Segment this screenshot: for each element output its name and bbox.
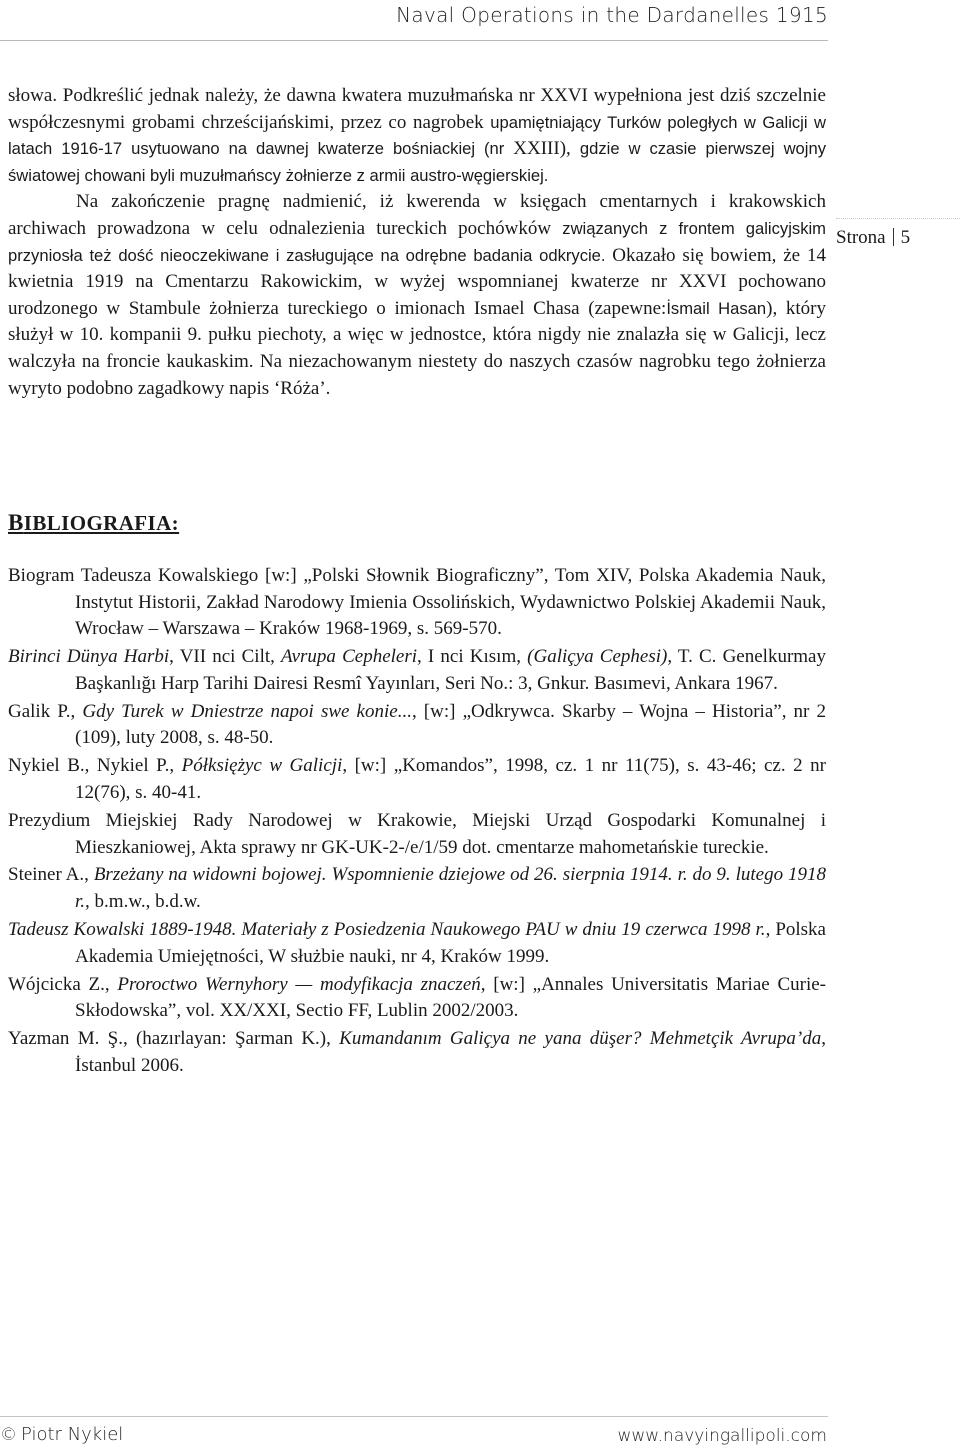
bibliography-title: Avrupa Cepheleri <box>281 646 418 668</box>
bibliography-title: Birinci Dünya Harbi <box>8 646 170 668</box>
bibliography-entry <box>8 563 826 643</box>
text-run: związanych z frontem galicyjskim przyniosła też dość nieoczekiwane i zasługujące na odrębne badania odkrycie. <box>8 218 826 265</box>
text-run: gdzie w czasie pierwszej wojny światowej chowani byli muzułmańscy żołnierze z armii austro-węgierskiej. <box>8 139 826 185</box>
bibliography-text: , VII nci Cilt, <box>169 646 282 668</box>
bibliography-text: , b.m.w., b.d.w. <box>85 891 201 913</box>
bibliography-heading-initial: B <box>8 510 24 535</box>
bibliography-text: , İstanbul 2006. <box>75 1028 826 1076</box>
bibliography-text: Galik P., <box>8 700 83 722</box>
bibliography-text: , Polska Akademia Umiejętności, W służbie nauki, nr 4, Kraków 1999. <box>75 919 826 967</box>
bibliography-title: Tadeusz Kowalski 1889-1948. Materiały z Posiedzenia Naukowego PAU w dniu 19 czerwca 1998 r. <box>8 919 766 941</box>
text-run: słowa. Podkreślić jednak należy, że dawna kwatera muzułmańska nr XXVI wypełniona jest dziś szczelnie współczesnymi grobami chrześcijańskimi, przez co nagrobek <box>8 85 826 133</box>
bibliography-text: , I nci Kısım, <box>417 646 528 668</box>
bibliography-heading <box>8 510 179 536</box>
bibliography-text: Steiner A., <box>8 864 94 886</box>
body-paragraph-1 <box>8 83 826 189</box>
bibliography-title: (Galiçya Cephesi) <box>527 646 668 668</box>
bibliography-entry <box>8 753 826 806</box>
text-run: İsmail Hasan <box>666 298 767 318</box>
bibliography-text: , [w:] „Komandos”, 1998, cz. 1 nr 11(75), s. 43-46; cz. 2 nr 12(76), s. 40-41. <box>75 755 826 803</box>
footer-website: www.navyingallipoli.com <box>617 1426 827 1446</box>
page-label-separator <box>893 228 894 246</box>
bibliography-text: Biogram Tadeusza Kowalskiego [w:] „Polski Słownik Biograficzny”, Tom XIV, Polska Akademia Nauk, Instytut Historii, Zakład Narodowy Imienia Ossolińskich, Wydawnictwo Polskiej Akademii Nauk, Wrocław – Warszawa – Kraków 1968-1969, s. 569-570. <box>8 565 826 640</box>
bibliography-text: Nykiel B., Nykiel P., <box>8 755 182 777</box>
bibliography-entry <box>8 699 826 752</box>
page-number-label <box>836 218 960 249</box>
copyright-symbol: © <box>0 1425 17 1445</box>
bibliography-entry <box>8 1026 826 1079</box>
bibliography-entry <box>8 972 826 1025</box>
article-body <box>8 83 826 402</box>
running-header-title: Naval Operations in the Dardanelles 1915 <box>396 3 828 27</box>
bibliography-entry <box>8 644 826 697</box>
bibliography-text: , [w:] „Odkrywca. Skarby – Wojna – Historia”, nr 2 (109), luty 2008, s. 48-50. <box>75 700 826 749</box>
text-run: ), który służył w 10. kompanii 9. pułku piechoty, a więc w jednostce, która nigdy nie znalazła się w Galicji, lecz walczyła na froncie kaukaskim. Na niezachowanym niestety do naszych czasów nagrobku tego żołnierza wyryto podobno zagadkowy napis ‘Róża’. <box>8 297 826 399</box>
body-paragraph-2 <box>8 189 826 402</box>
text-run: upamiętniający Turków poległych w Galicji w latach 1916-17 usytuowano na dawnej kwaterze bośniackiej (nr <box>8 112 827 159</box>
bibliography-entry <box>8 808 826 861</box>
bibliography-list <box>8 563 826 1081</box>
bibliography-text: , T. C. Genelkurmay Başkanlığı Harp Tarihi Dairesi Resmî Yayınları, Seri No.: 3, Gnkur. Basımevi, Ankara 1967. <box>75 646 826 694</box>
footer-author-name: Piotr Nykiel <box>21 1424 124 1445</box>
text-run: Okazało się bowiem, że 14 kwietnia 1919 na Cmentarzu Rakowickim, w wyżej wspomnianej kwaterze nr XXVI pochowano urodzonego w Stambule żołnierza tureckiego o imionach Ismael Chasa (zapewne: <box>8 244 826 319</box>
footer-author <box>0 1424 123 1445</box>
bibliography-title: Brzeżany na widowni bojowej. Wspomnienie dziejowe od 26. sierpnia 1914. r. do 9. lutego 1918 r. <box>75 864 826 913</box>
bibliography-text: Prezydium Miejskiej Rady Narodowej w Krakowie, Miejski Urząd Gospodarki Komunalnej i Mieszkaniowej, Akta sprawy nr GK-UK-2-/e/1/59 dot. cmentarze mahometańskie tureckie. <box>8 809 826 858</box>
header-divider <box>0 40 828 41</box>
bibliography-entry <box>8 862 826 915</box>
bibliography-text: Yazman M. Ş., (hazırlayan: Şarman K.), <box>8 1028 340 1050</box>
bibliography-title: Proroctwo Wernyhory — modyfikacja znaczeń <box>117 973 481 995</box>
text-run: XXIII), <box>513 138 580 160</box>
bibliography-title: Kumandanım Galiçya ne yana düşer? Mehmetçik Avrupa’da <box>339 1028 822 1050</box>
page-label-word: Strona <box>836 227 886 248</box>
page-number: 5 <box>900 227 911 248</box>
bibliography-text: Wójcicka Z., <box>8 973 118 995</box>
bibliography-heading-rest: IBLIOGRAFIA: <box>23 511 180 535</box>
bibliography-text: , [w:] „Annales Universitatis Mariae Curie- Skłodowska”, vol. XX/XXI, Sectio FF, Lublin 2002/2003. <box>75 973 826 1022</box>
bibliography-entry <box>8 917 826 970</box>
footer-divider <box>0 1416 828 1417</box>
text-run: Na zakończenie pragnę nadmienić, iż kwerenda w księgach cmentarnych i krakowskich archiwach prowadzona w celu odnalezienia tureckich pochówków <box>8 191 826 239</box>
bibliography-title: Półksiężyc w Galicji <box>181 755 343 777</box>
bibliography-title: Gdy Turek w Dniestrze napoi swe konie... <box>82 700 412 722</box>
